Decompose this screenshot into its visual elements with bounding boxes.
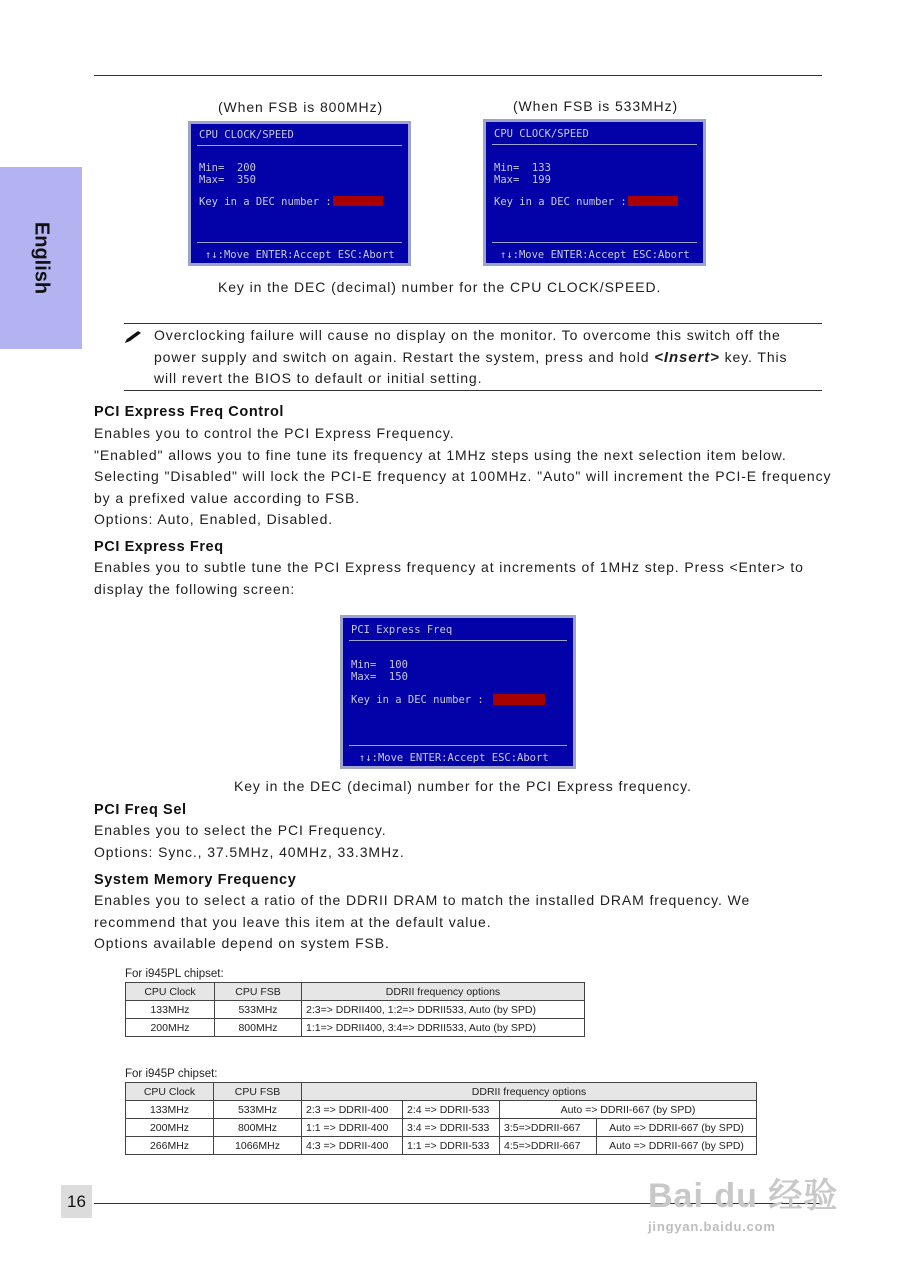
dialog-divider: [197, 242, 402, 243]
table-cell: 800MHz: [214, 1119, 302, 1137]
table-cell: 200MHz: [126, 1119, 214, 1137]
table-header-row: [126, 983, 585, 1001]
table-row: [126, 1101, 757, 1119]
table-cell: 1:1 => DDRII-400: [302, 1119, 403, 1137]
table-cell: 2:3=> DDRII400, 1:2=> DDRII533, Auto (by SPD): [302, 1001, 585, 1019]
table-cell: 800MHz: [215, 1019, 302, 1037]
table-cell: 1:1 => DDRII-533: [403, 1137, 500, 1155]
dialog-divider: [492, 242, 697, 243]
header-cpu-fsb: CPU FSB: [215, 983, 302, 1001]
table-cell: 4:3 => DDRII-400: [302, 1137, 403, 1155]
table-cell: 3:4 => DDRII-533: [403, 1119, 500, 1137]
table-cell: 200MHz: [126, 1019, 215, 1037]
header-cpu-fsb: CPU FSB: [214, 1083, 302, 1101]
body-line: Enables you to control the PCI Express Frequency.: [94, 425, 455, 441]
pcie-freq-dialog: [340, 615, 576, 769]
table-row: [126, 1119, 757, 1137]
table-cell: Auto => DDRII-667 (by SPD): [597, 1137, 757, 1155]
dec-number-input[interactable]: [493, 694, 545, 705]
table-cell: 266MHz: [126, 1137, 214, 1155]
cpu-clock-dialog-800: [188, 121, 411, 266]
fsb533-caption: (When FSB is 533MHz): [513, 98, 679, 114]
note-line-1: Overclocking failure will cause no display on the monitor. To overcome this switch off the: [154, 327, 781, 343]
dialog-footer: ↑↓:Move ENTER:Accept ESC:Abort: [205, 249, 395, 261]
baidu-watermark: [648, 1168, 838, 1234]
top-rule: [94, 75, 822, 76]
table-cell: 2:3 => DDRII-400: [302, 1101, 403, 1119]
table-cell: 533MHz: [214, 1101, 302, 1119]
insert-key-label: <Insert>: [654, 348, 720, 366]
note-bottom-rule: [124, 390, 822, 391]
body-line: Options: Auto, Enabled, Disabled.: [94, 511, 334, 527]
dialog-divider: [349, 745, 567, 746]
header-cpu-clock: CPU Clock: [126, 1083, 214, 1101]
body-line: Enables you to select a ratio of the DDRII DRAM to match the installed DRAM frequency. We: [94, 892, 751, 908]
pcie-freq-heading: PCI Express Freq: [94, 539, 224, 555]
dialog-footer: ↑↓:Move ENTER:Accept ESC:Abort: [359, 752, 549, 764]
page-number: 16: [61, 1185, 92, 1218]
dialog-min: Min= 200: [199, 162, 256, 174]
table-cell: 4:5=>DDRII-667: [500, 1137, 597, 1155]
i945p-table: [125, 1082, 757, 1155]
note-line-2: [154, 347, 834, 369]
table-cell: 1:1=> DDRII400, 3:4=> DDRII533, Auto (by SPD): [302, 1019, 585, 1037]
pcie-freq-body: [94, 557, 834, 600]
watermark-url: jingyan.baidu.com: [648, 1219, 776, 1234]
body-line: Options available depend on system FSB.: [94, 935, 390, 951]
cpu-clock-dialog-533: [483, 119, 706, 266]
dialog-max: Max= 199: [494, 174, 551, 186]
dialog-prompt: Key in a DEC number :: [351, 694, 484, 706]
table-cell: 2:4 => DDRII-533: [403, 1101, 500, 1119]
header-cpu-clock: CPU Clock: [126, 983, 215, 1001]
note-text: [154, 325, 834, 390]
note-line-2-post: key. This: [719, 348, 788, 365]
dialog-divider: [492, 144, 697, 145]
body-line: Enables you to select the PCI Frequency.: [94, 822, 387, 838]
language-side-tab: [0, 167, 82, 349]
table-row: [126, 1137, 757, 1155]
table-cell: 133MHz: [126, 1001, 215, 1019]
dialog-min: Min= 100: [351, 659, 408, 671]
body-line: by a prefixed value according to FSB.: [94, 489, 360, 506]
dialog-title: PCI Express Freq: [351, 624, 453, 636]
table-cell: 133MHz: [126, 1101, 214, 1119]
note-line-2-pre: power supply and switch on again. Restart the system, press and hold: [154, 348, 655, 365]
dialog-prompt: Key in a DEC number :: [199, 196, 332, 208]
dialog-title: CPU CLOCK/SPEED: [199, 129, 294, 141]
pcie-freq-caption: Key in the DEC (decimal) number for the PCI Express frequency.: [234, 778, 692, 794]
body-line: recommend that you leave this item at the default value.: [94, 913, 492, 930]
body-line: Options: Sync., 37.5MHz, 40MHz, 33.3MHz.: [94, 843, 405, 860]
note-top-rule: [124, 323, 822, 324]
dialog-title: CPU CLOCK/SPEED: [494, 128, 589, 140]
pcie-freq-control-body: [94, 423, 834, 531]
dialog-prompt: Key in a DEC number :: [494, 196, 627, 208]
dialog-min: Min= 133: [494, 162, 551, 174]
table-cell: 533MHz: [215, 1001, 302, 1019]
table-cell: Auto => DDRII-667 (by SPD): [500, 1101, 757, 1119]
system-memory-heading: System Memory Frequency: [94, 872, 297, 888]
i945pl-table: [125, 982, 585, 1037]
pci-freq-sel-heading: PCI Freq Sel: [94, 802, 187, 818]
dialog-max: Max= 150: [351, 671, 408, 683]
header-ddrii-options: DDRII frequency options: [302, 1083, 757, 1101]
dialog-max: Max= 350: [199, 174, 256, 186]
body-line: Selecting "Disabled" will lock the PCI-E frequency at 100MHz. "Auto" will increment the PCI-E frequency: [94, 468, 832, 484]
system-memory-body: [94, 890, 834, 955]
dialog-divider: [197, 145, 402, 146]
table-header-row: [126, 1083, 757, 1101]
i945p-caption: For i945P chipset:: [125, 1068, 218, 1080]
table-row: [126, 1001, 585, 1019]
dec-number-input[interactable]: [628, 196, 678, 206]
table-row: [126, 1019, 585, 1037]
table-cell: 1066MHz: [214, 1137, 302, 1155]
table-cell: 3:5=>DDRII-667: [500, 1119, 597, 1137]
note-line-3: will revert the BIOS to default or initial setting.: [154, 370, 483, 386]
pencil-icon: [124, 330, 142, 344]
dec-number-input[interactable]: [333, 196, 383, 206]
pci-freq-sel-body: [94, 820, 834, 863]
table-cell: Auto => DDRII-667 (by SPD): [597, 1119, 757, 1137]
body-line: display the following screen:: [94, 580, 296, 597]
side-tab-label: English: [30, 221, 53, 295]
i945pl-caption: For i945PL chipset:: [125, 968, 224, 980]
cpu-clock-caption: Key in the DEC (decimal) number for the CPU CLOCK/SPEED.: [218, 279, 662, 295]
pcie-freq-control-heading: PCI Express Freq Control: [94, 404, 285, 420]
header-ddrii-options: DDRII frequency options: [302, 983, 585, 1001]
fsb800-caption: (When FSB is 800MHz): [218, 99, 384, 115]
dialog-footer: ↑↓:Move ENTER:Accept ESC:Abort: [500, 249, 690, 261]
dialog-divider: [349, 640, 567, 641]
body-line: "Enabled" allows you to fine tune its frequency at 1MHz steps using the next selection item below.: [94, 446, 787, 463]
watermark-brand: Bai du 经验: [648, 1177, 839, 1215]
body-line: Enables you to subtle tune the PCI Express frequency at increments of 1MHz step. Press <Enter> to: [94, 559, 804, 575]
